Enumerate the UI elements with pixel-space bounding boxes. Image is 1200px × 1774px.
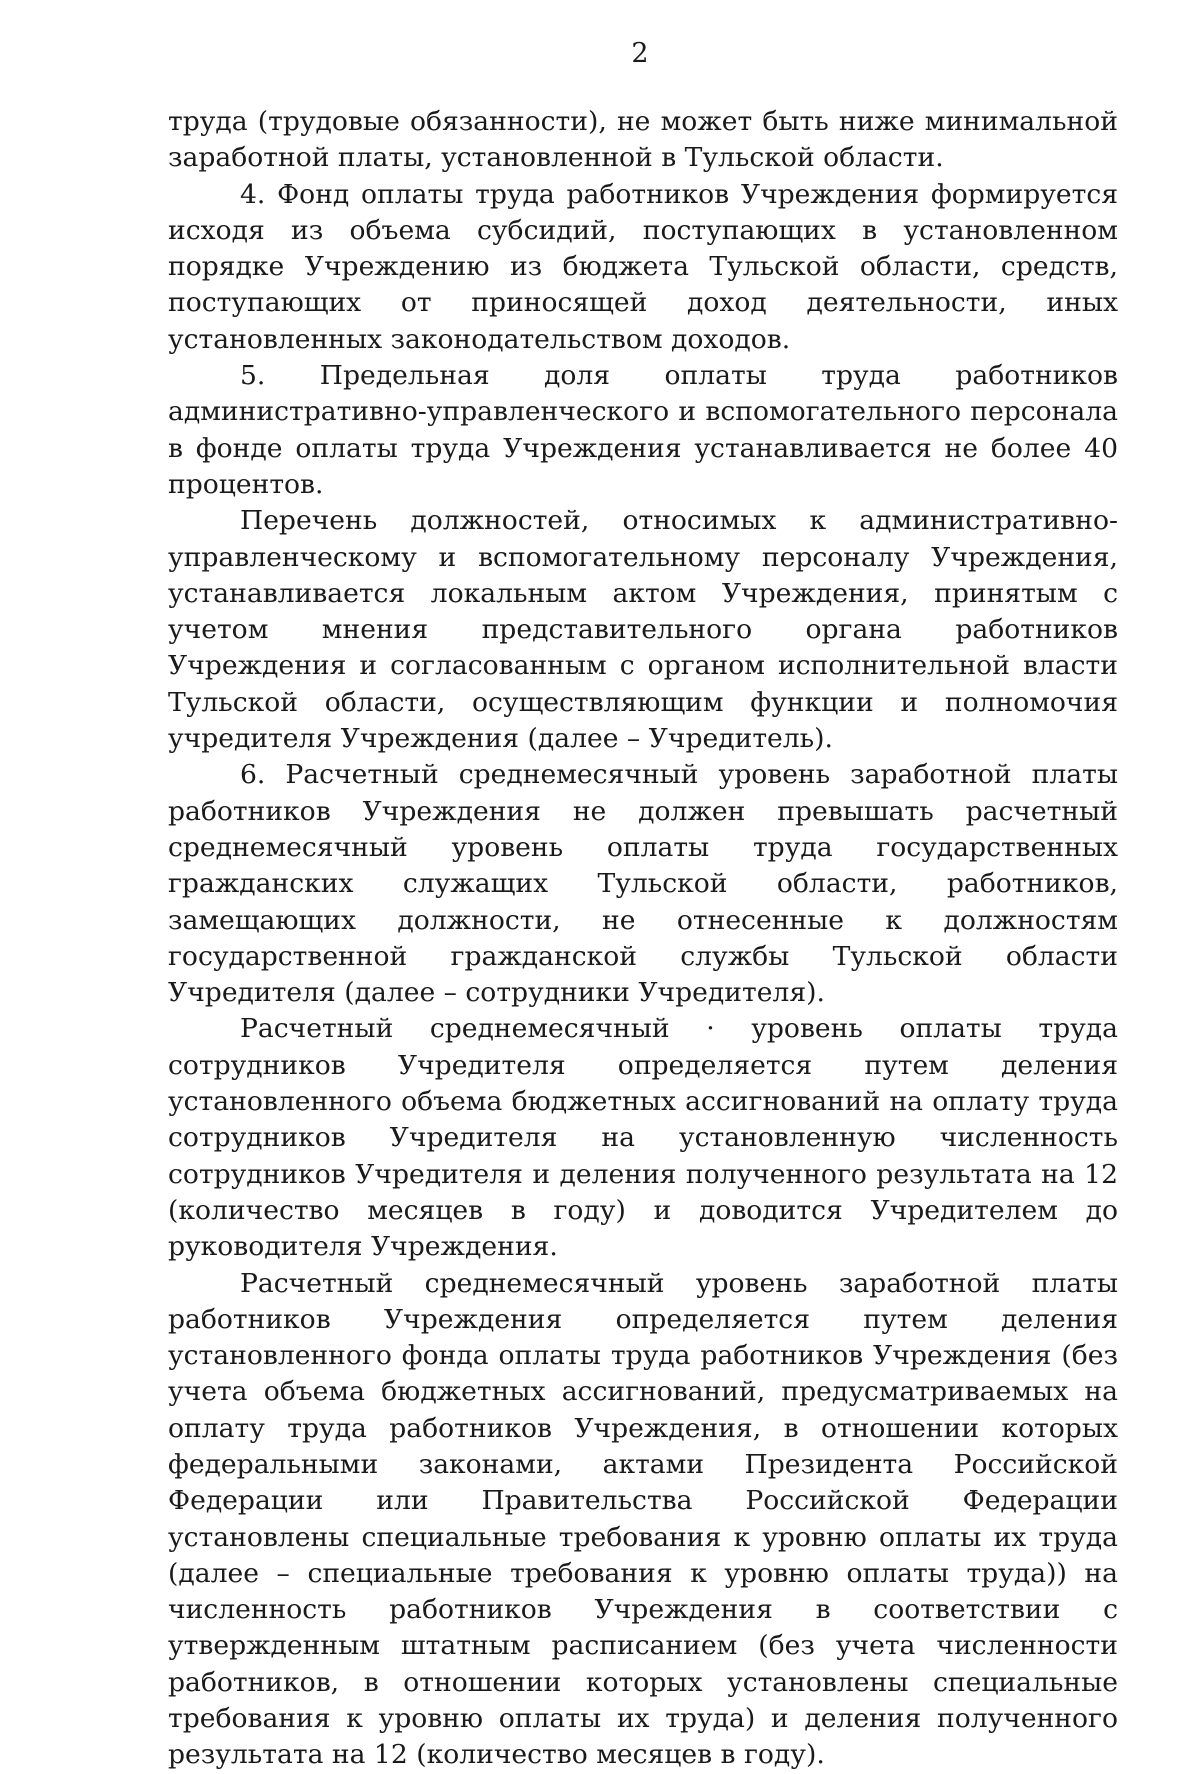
paragraph-item-4: 4. Фонд оплаты труда работников Учреждения формируется исходя из объема субсидий, поступающих в установленном порядке Учреждению из бюджета Тульской области, средств, поступающих от приносящей доход деятельности, иных установленных законодательством доходов. — [168, 178, 1118, 355]
paragraph-founder-salary-level: Расчетный среднемесячный · уровень оплаты труда сотрудников Учредителя определяется путем деления установленного объема бюджетных ассигнований на оплату труда сотрудников Учредителя на установленную численность сотрудников Учредителя и деления полученного результата на 12 (количество месяцев в году) и доводится Учредителем до руководителя Учреждения. — [168, 1013, 1118, 1263]
paragraph-item-5: 5. Предельная доля оплаты труда работников административно-управленческого и вспомогательного персонала в фонде оплаты труда Учреждения устанавливается не более 40 процентов. — [168, 360, 1118, 500]
paragraph-institution-salary-level: Расчетный среднемесячный уровень заработной платы работников Учреждения определяется путем деления установленного фонда оплаты труда работников Учреждения (без учета объема бюджетных ассигнований, предусматриваемых на оплату труда работников Учреждения, в отношении которых федеральными законами, актами Президента Российской Федерации или Правительства Российской Федерации установлены специальные требования к уровню оплаты их труда (далее – специальные требования к уровню оплаты труда)) на численность работников Учреждения в соответствии с утвержденным штатным расписанием (без учета численности работников, в отношении которых установлены специальные требования к уровню оплаты их труда) и деления полученного результата на 12 (количество месяцев в году). — [168, 1267, 1118, 1771]
paragraph-continuation: труда (трудовые обязанности), не может быть ниже минимальной заработной платы, установленной в Тульской области. — [168, 106, 1118, 174]
paragraph-item-6: 6. Расчетный среднемесячный уровень заработной платы работников Учреждения не должен превышать расчетный среднемесячный уровень оплаты труда государственных гражданских служащих Тульской области, работников, замещающих должности, не отнесенные к должностям государственной гражданской службы Тульской области Учредителя (далее – сотрудники Учредителя). — [168, 759, 1118, 1009]
paragraph-positions-list: Перечень должностей, относимых к административно-управленческому и вспомогательному персоналу Учреждения, устанавливается локальным актом Учреждения, принятым с учетом мнения представительного органа работников Учреждения и согласованным с органом исполнительной власти Тульской области, осуществляющим функции и полномочия учредителя Учреждения (далее – Учредитель). — [168, 505, 1118, 755]
page-number: 2 — [631, 38, 649, 69]
document-body — [168, 104, 1118, 1774]
